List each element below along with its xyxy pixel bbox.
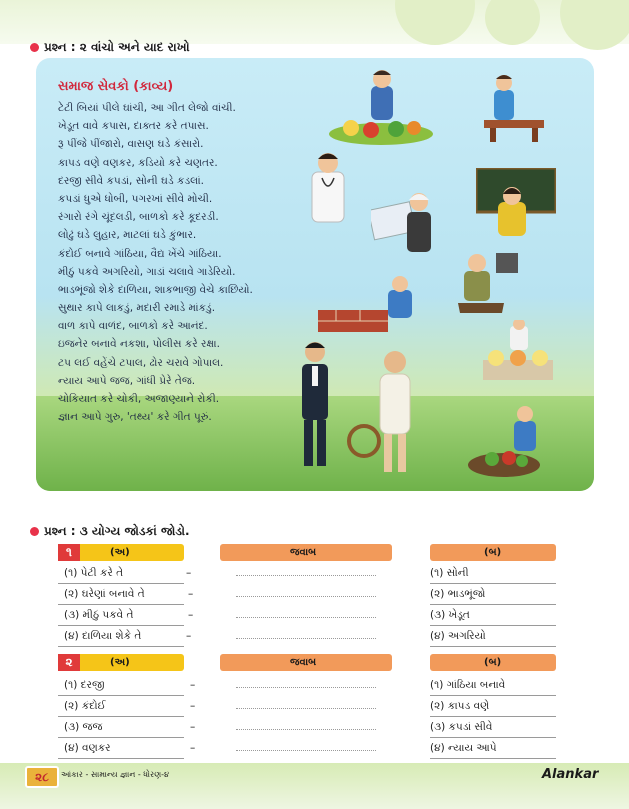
table2-row-a: (૨) કંદોઈ (64, 700, 106, 712)
teacher-illustration (476, 168, 556, 238)
table1-answer-line[interactable] (236, 590, 376, 597)
table2-row-rule (58, 758, 184, 759)
poem-line: ખેડૂત વાવે કપાસ, દાક્તર કરે તપાસ. (58, 120, 209, 133)
poem-line: ભાડભૂંજો શેકે દાળિયા, શાકભાજી વેચે કાછિયો. (58, 283, 253, 296)
poem-line: લોઢું ઘડે લુહાર, માટલાં ઘડે કુંભાર. (58, 229, 197, 242)
engineer-illustration (371, 188, 441, 258)
poem-line: મીઠું પકવે અગરિયો, ગાડાં ચલાવે ગાડેરિયો. (58, 265, 236, 278)
table2-row-dash: – (190, 742, 196, 754)
table1-col-a: (અ) (110, 547, 130, 558)
table1-row-dash: – (188, 588, 194, 600)
sweets-maker-illustration (478, 320, 558, 385)
doctor-illustration (298, 150, 358, 230)
table2-row-a: (૩) જજ (64, 721, 103, 733)
question-2-label: પ્રશ્ન : ૨ વાંચો અને યાદ રાખો (44, 40, 190, 54)
table2-number: ૨ (58, 654, 80, 671)
table2-row-b: (૧) ગાંઠિયા બનાવે (430, 679, 506, 691)
table1-col-b: (બ) (484, 547, 502, 558)
table2-answer-line[interactable] (236, 723, 376, 730)
table1-row-rule (430, 583, 556, 584)
poem-line: ઇજનેર બનાવે નકશા, પોલીસ કરે રક્ષા. (58, 338, 220, 351)
table2-answer-line[interactable] (236, 681, 376, 688)
table2-row-a: (૪) વણકર (64, 742, 111, 754)
table2-row-rule (430, 695, 556, 696)
poem-panel (36, 58, 594, 491)
poem-title: સમાજ સેવકો (કાવ્ય) (58, 79, 174, 94)
poem-line: કાપડ વણે વણકર, કડિયો કરે ચણતર. (58, 156, 218, 169)
poem-line: કપડાં ધુએ ધોબી, પગરખાં સીવે મોચી. (58, 192, 213, 205)
table1-row-a: (૧) પેટી કરે તે (64, 567, 124, 579)
table1-row-b: (૨) ભાડભૂંજો (430, 588, 486, 600)
table2-row-rule (430, 716, 556, 717)
table1-row-rule (58, 625, 184, 626)
poem-line: રંગારો રંગે ચૂંદલડી, બાળકો કરે કૂદરડી. (58, 211, 219, 224)
table1-row-rule (430, 646, 556, 647)
table2-row-b: (૩) કપડાં સીવે (430, 721, 493, 733)
cobbler-illustration (444, 243, 524, 318)
table2-row-b: (૨) કાપડ વણે (430, 700, 490, 712)
poem-lines (58, 99, 308, 426)
table1-number: ૧ (58, 544, 80, 561)
table2-row-dash: – (190, 721, 196, 733)
vendor-illustration (326, 66, 436, 146)
table2-row-b: (૪) ન્યાય આપે (430, 742, 497, 754)
table2-row-rule (58, 716, 184, 717)
poem-line: જ્ઞાન આપે ગુરુ, 'તથ્ય' કરે ગીત પૂરું. (58, 411, 212, 424)
poem-line: કંદોઈ બનાવે ગાંઠિયા, વૈદ્ય ખેંચે ગાંઠિયા. (58, 247, 222, 260)
question-3-heading (30, 524, 190, 539)
carpenter-illustration (466, 72, 556, 142)
bullet-icon (30, 43, 39, 52)
poem-line: ન્યાય આપે જજ, ગાંધી પ્રેરે તેજ. (58, 374, 196, 387)
table1-row-b: (૪) અગરિયો (430, 630, 486, 642)
table1-row-a: (૨) ઘરેણાં બનાવે તે (64, 588, 145, 600)
mason-illustration (318, 276, 428, 336)
table1-row-b: (૧) સોની (430, 567, 469, 579)
question-2-heading (30, 40, 190, 55)
poem-line: સુથાર કાપે લાકડું, મદારી રમાડે માંકડું. (58, 302, 216, 315)
table1-answer-line[interactable] (236, 632, 376, 639)
footer-text: આંકાર - સામાન્ય જ્ઞાન - ધોરણ-૪ (61, 770, 170, 779)
table2-col-answer: જવાબ (290, 657, 317, 668)
poem-line: ચોકિયાત કરે ચોકી, અજાણ્યાને રોકી. (58, 393, 220, 405)
table1-row-dash: – (186, 630, 192, 642)
table2-row-rule (58, 737, 184, 738)
table2-row-dash: – (190, 700, 196, 712)
poem-line: ટેટી બિયાં પીલે ઘાંચી, આ ગીત લેજો વાંચી. (58, 102, 236, 114)
table2-col-b: (બ) (484, 657, 502, 668)
poem-line: ટપ લઈ વહેંચે ટપાલ, ઢોર ચરાવે ગોપાલ. (58, 356, 224, 369)
table1-row-dash: – (188, 609, 194, 621)
table1-row-a: (૪) દાળિયા શેકે તે (64, 630, 142, 642)
table2-row-dash: – (190, 679, 196, 691)
poem-line: દરજી સીવે કપડાં, સોની ઘડે કડલાં. (58, 174, 204, 187)
question-3-label: પ્રશ્ન : ૩ યોગ્ય જોડકાં જોડો. (44, 524, 190, 538)
table2-answer-line[interactable] (236, 744, 376, 751)
table1-row-rule (430, 625, 556, 626)
poem-line: રૂ પીંજે પીંજારો, વાસણ ઘડે કંસારો. (58, 138, 204, 151)
seller-illustration (464, 403, 554, 483)
table1-answer-line[interactable] (236, 569, 376, 576)
table1-row-dash: – (186, 567, 192, 579)
table2-row-rule (58, 695, 184, 696)
table1-row-rule (58, 646, 184, 647)
table1-row-b: (૩) ખેડૂત (430, 609, 470, 621)
page-number: ૨૮ (25, 766, 59, 788)
table1-row-rule (58, 583, 184, 584)
gandhi-illustration (346, 346, 426, 476)
table1-row-rule (58, 604, 184, 605)
table2-row-a: (૧) દરજી (64, 679, 105, 691)
poem-line: વાળ કાપે વાળંદ, બાળકો કરે આનંદ. (58, 320, 208, 333)
table2-answer-line[interactable] (236, 702, 376, 709)
table2-col-a: (અ) (110, 657, 130, 668)
table1-answer-line[interactable] (236, 611, 376, 618)
table2-row-rule (430, 737, 556, 738)
police-illustration (290, 340, 340, 470)
bullet-icon (30, 527, 39, 536)
brand-logo: Alankar (542, 767, 599, 782)
table1-row-a: (૩) મીઠું પકવે તે (64, 609, 134, 621)
table2-row-rule (430, 758, 556, 759)
table1-row-rule (430, 604, 556, 605)
table1-col-answer: જવાબ (290, 547, 317, 558)
